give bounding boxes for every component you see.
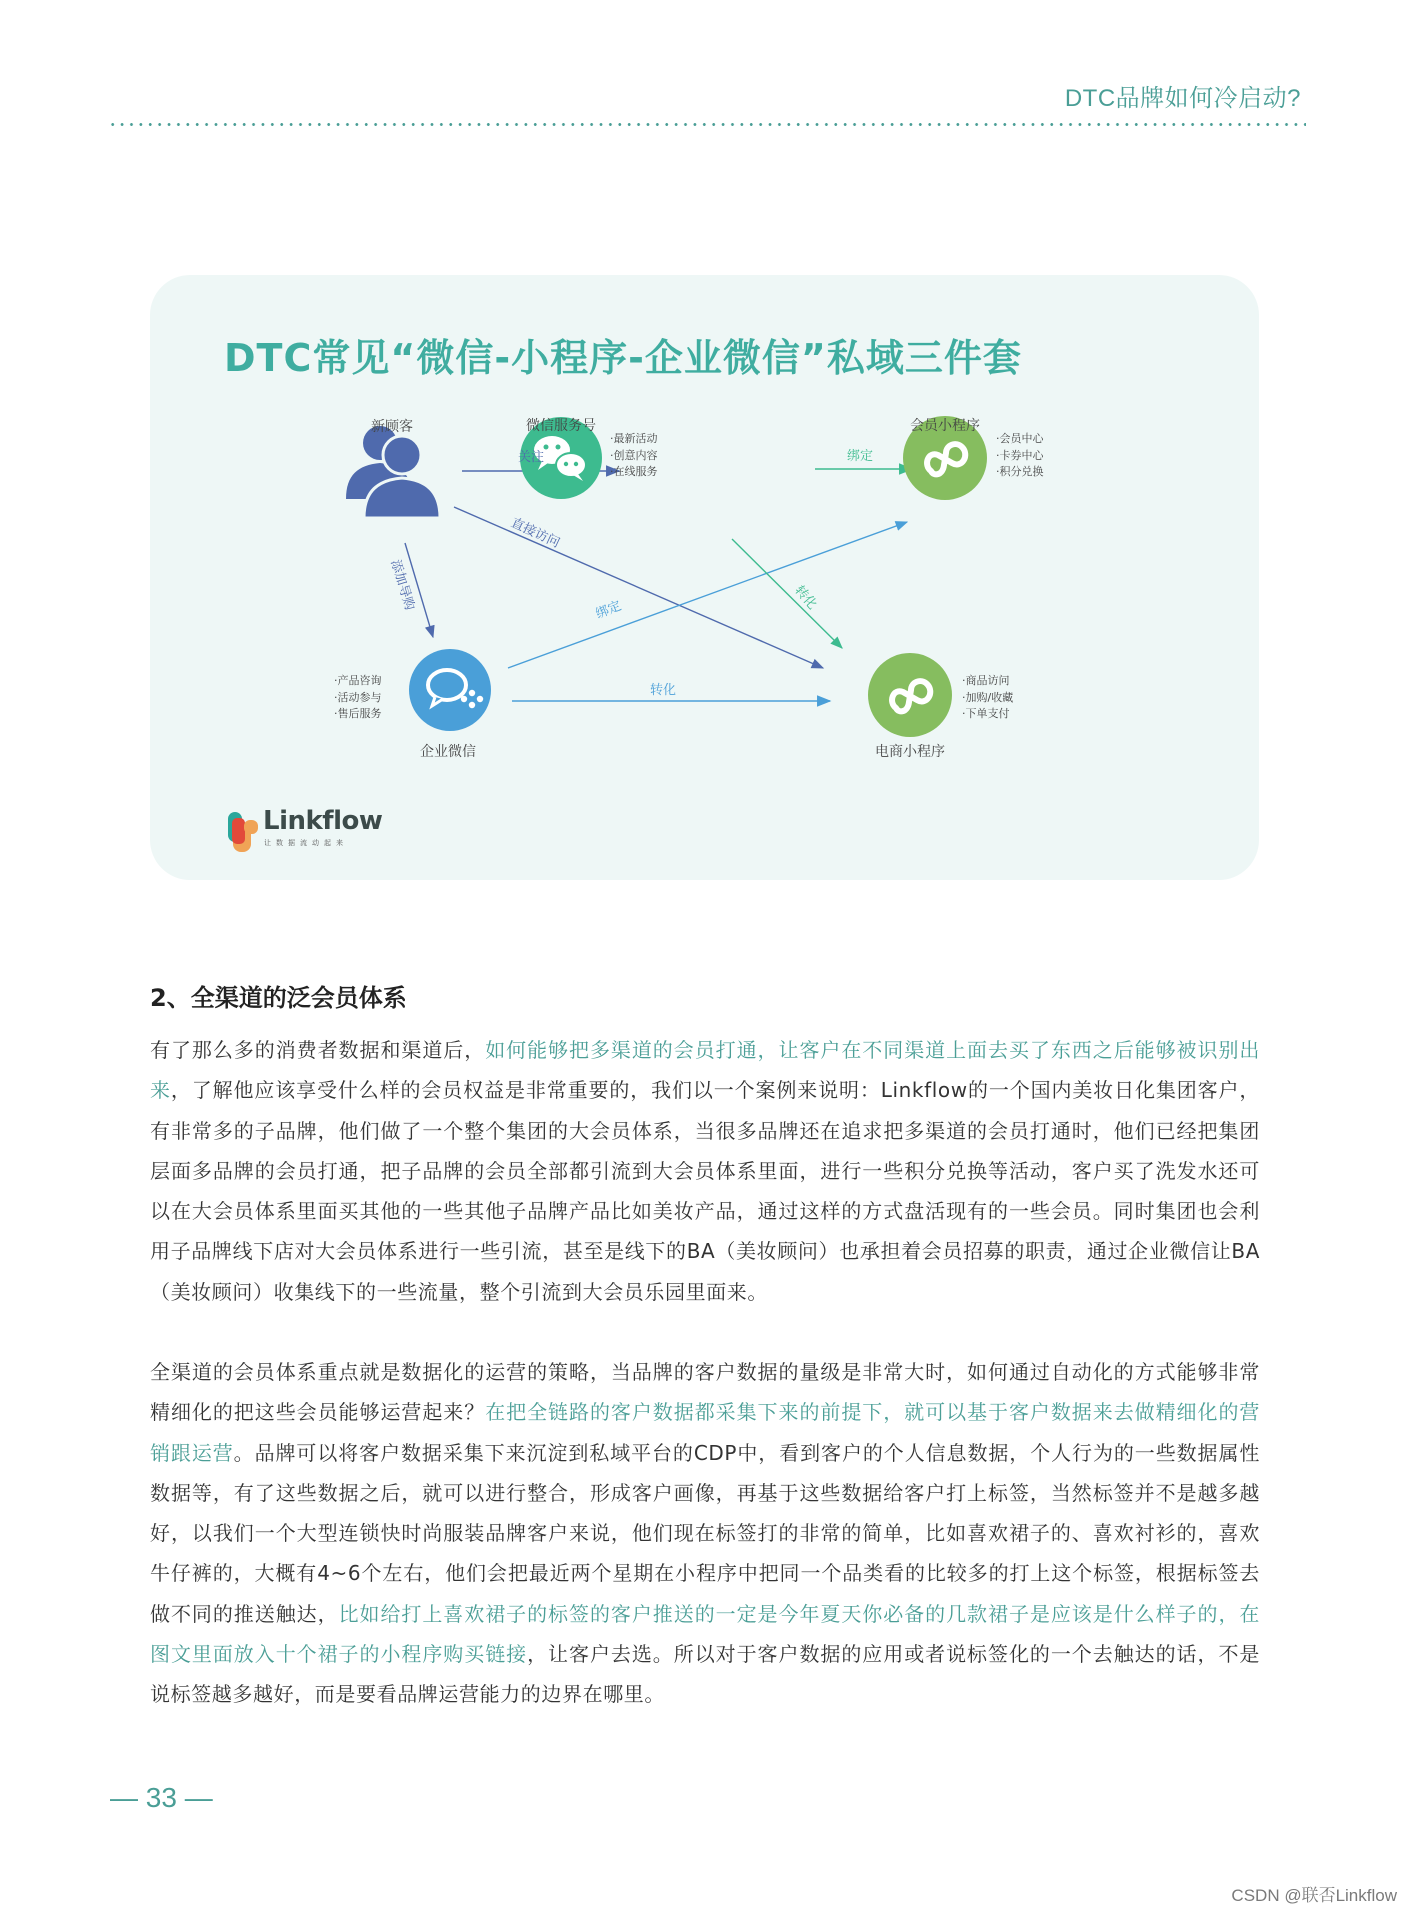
running-header: DTC品牌如何冷启动? — [1064, 85, 1301, 112]
watermark: CSDN @联否Linkflow — [1231, 1886, 1397, 1905]
edge-direct-visit — [454, 507, 823, 668]
wecom-icon — [409, 649, 491, 731]
logo-slogan: 让数据流动起来 — [264, 839, 348, 847]
linkflow-logo-icon — [228, 812, 262, 852]
edge-label-convert-bottom: 转化 — [650, 683, 677, 698]
ecommerce-miniprogram-bullets: ·商品访问 ·加购/收藏 ·下单支付 — [962, 674, 1014, 720]
wecom-bullets: ·产品咨询 ·活动参与 ·售后服务 — [334, 674, 382, 720]
node-label-wechat-service: 微信服务号 — [526, 418, 596, 434]
logo-wordmark: Linkflow — [263, 806, 383, 836]
paragraph-1: 有了那么多的消费者数据和渠道后，如何能够把多渠道的会员打通，让客户在不同渠道上面去买了东西之后能够被识别出来，了解他应该享受什么样的会员权益是非常重要的，我们以一个案例来说明：Linkflow的一个国内美妆日化集团客户，有非常多的子品牌，他们做了一个整个集团的大会员体系，当很多品牌还在追求把多渠道的会员打通时，他们已经把集团层面多品牌的会员打通，把子品牌的会员全部都引流到大会员体系里面，进行一些积分兑换等活动，客户买了洗发水还可以在大会员体系里面买其他的一些其他子品牌产品比如美妆产品，通过这样的方式盘活现有的一些会员。同时集团也会利用子品牌线下店对大会员体系进行一些引流，甚至是线下的BA（美妆顾问）也承担着会员招募的职责，通过企业微信让BA（美妆顾问）收集线下的一些流量，整个引流到大会员乐园里面来。 — [150, 1038, 1261, 1304]
node-label-wecom: 企业微信 — [420, 744, 476, 760]
edge-label-direct-visit: 直接访问 — [508, 515, 562, 552]
node-label-member-miniprogram: 会员小程序 — [910, 418, 980, 434]
node-label-new-customer: 新顾客 — [371, 419, 413, 435]
edge-bind-cross — [508, 522, 907, 668]
figure-card — [150, 275, 1259, 880]
wechat-service-bullets: ·最新活动 ·创意内容 ·在线服务 — [610, 432, 658, 478]
edge-label-bind-top: 绑定 — [847, 449, 874, 464]
page-number: — 33 — — [110, 1782, 213, 1813]
paragraph-2: 全渠道的会员体系重点就是数据化的运营的策略，当品牌的客户数据的量级是非常大时，如何通过自动化的方式能够非常精细化的把这些会员能够运营起来？在把全链路的客户数据都采集下来的前提下，就可以基于客户数据来去做精细化的营销跟运营。品牌可以将客户数据采集下来沉淀到私域平台的CDP中，看到客户的个人信息数据，个人行为的一些数据属性数据等，有了这些数据之后，就可以进行整合，形成客户画像，再基于这些数据给客户打上标签，当然标签并不是越多越好，以我们一个大型连锁快时尚服装品牌客户来说，他们现在标签打的非常的简单，比如喜欢裙子的、喜欢衬衫的，喜欢牛仔裤的，大概有4~6个左右，他们会把最近两个星期在小程序中把同一个品类看的比较多的打上这个标签，根据标签去做不同的推送触达，比如给打上喜欢裙子的标签的客户推送的一定是今年夏天你必备的几款裙子是应该是什么样子的，在图文里面放入十个裙子的小程序购买链接，让客户去选。所以对于客户数据的应用或者说标签化的一个去触达的话，不是说标签越多越好，而是要看品牌运营能力的边界在哪里。 — [150, 1360, 1261, 1707]
member-miniprogram-bullets: ·会员中心 ·卡券中心 ·积分兑换 — [996, 432, 1044, 478]
edge-convert-green — [732, 539, 842, 648]
diagram-canvas — [150, 275, 1259, 880]
highlight-text: 在把全链路的客户数据都采集下来的前提下，就可以基于客户数据来去做精细化的营销跟运营 — [150, 1400, 1260, 1465]
node-label-ecommerce-miniprogram: 电商小程序 — [875, 744, 945, 760]
edge-label-add-guide: 添加导购 — [387, 558, 417, 613]
miniprogram-icon — [868, 653, 952, 737]
linkflow-logo — [228, 806, 383, 856]
section-heading: 2、全渠道的泛会员体系 — [150, 984, 407, 1012]
figure-title: DTC常见“微信-小程序-企业微信”私域三件套 — [224, 336, 1022, 380]
edge-label-bind-cross: 绑定 — [593, 598, 624, 623]
edge-label-follow: 关注 — [518, 450, 545, 465]
users-icon — [346, 426, 440, 518]
header-dotted-rule — [108, 123, 1306, 126]
highlight-text: 如何能够把多渠道的会员打通，让客户在不同渠道上面去买了东西之后能够被识别出来 — [150, 1038, 1260, 1103]
edge-label-convert-green: 转化 — [791, 583, 820, 613]
highlight-text: 比如给打上喜欢裙子的标签的客户推送的一定是今年夏天你必备的几款裙子是应该是什么样子的，在图文里面放入十个裙子的小程序购买链接 — [150, 1601, 1261, 1667]
